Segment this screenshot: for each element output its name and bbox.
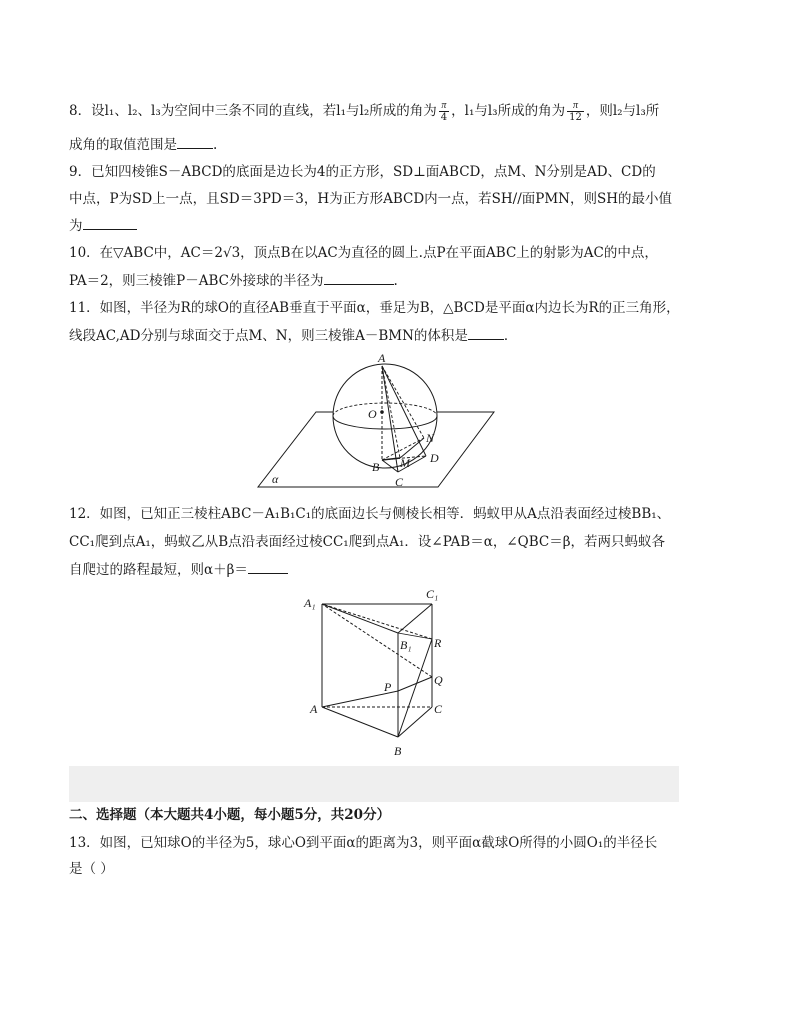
label-C: C	[434, 702, 443, 716]
q10-line2: PA＝2，则三棱锥P－ABC外接球的半径为 .	[69, 273, 398, 289]
label-M: M	[400, 456, 410, 470]
label-C1: C₁	[426, 587, 439, 601]
answer-blank	[177, 136, 213, 149]
q12-line1: 12．如图，已知正三棱柱ABC－A₁B₁C₁的底面边长与侧棱长相等．蚂蚁甲从A点沿表面经过棱BB₁、	[69, 506, 671, 522]
label-A1: A₁	[304, 596, 316, 610]
q9-line3: 为	[69, 217, 137, 235]
q9-line1: 9．已知四棱锥S－ABCD的底面是边长为4的正方形，SD⊥面ABCD，点M、N分别是AD、CD的	[69, 164, 656, 180]
edge-B1C1	[398, 604, 432, 633]
label-B: B	[394, 744, 402, 758]
q8-fraction-pi-12: $\frac{\pi}{12}$	[569, 100, 582, 123]
path-QA1	[322, 604, 432, 677]
q8-prefix: 8．设	[69, 103, 105, 119]
q8-fraction-pi-4: $\frac{\pi}{4}$	[440, 100, 448, 123]
q8-line2: 成角的取值范围是 .	[69, 137, 218, 153]
label-N: N	[426, 431, 435, 445]
label-B: B	[372, 460, 380, 474]
answer-blank	[324, 272, 394, 285]
q13-line1: 13．如图，已知球O的半径为5，球心O到平面α的距离为3，则平面α截球O所得的小圆O₁的半径长	[69, 835, 658, 851]
q8-text-c: ，则l₂与l₃所	[585, 103, 660, 119]
q12-line2: CC₁爬到点A₁，蚂蚁乙从B点沿表面经过棱CC₁爬到点A₁．设∠PAB＝α，∠QBC＝β，若两只蚂蚁各	[69, 534, 666, 550]
answer-blank	[468, 327, 504, 340]
sphere-plane-figure	[250, 350, 500, 495]
center-O-dot	[380, 410, 384, 414]
label-C: C	[395, 475, 404, 489]
label-alpha: α	[272, 472, 279, 486]
label-Q: Q	[434, 673, 443, 687]
q8-text-b: ，l₁与l₃所成的角为	[451, 103, 566, 119]
q13-line2: 是（ ）	[69, 861, 114, 877]
q8-text-a: l₁、l₂、l₃为空间中三条不同的直线，若l₁与l₂所成的角为	[104, 103, 437, 119]
label-D: D	[430, 451, 439, 465]
label-O: O	[368, 407, 377, 421]
sphere	[333, 364, 437, 468]
edge-AB	[322, 707, 398, 737]
q11-line1: 11．如图，半径为R的球O的直径AB垂直于平面α，垂足为B，△BCD是平面α内边长为R的正三角形，	[69, 300, 680, 316]
answer-blank	[248, 561, 288, 574]
answer-blank	[83, 217, 137, 230]
q12-line3: 自爬过的路程最短，则α＋β＝	[69, 561, 288, 579]
label-P: P	[384, 680, 392, 694]
q10-line1: 10．在▽ABC中，AC＝2√3，顶点B在以AC为直径的圆上.点P在平面ABC上的射影为AC的中点，	[69, 245, 658, 261]
prism-figure	[300, 585, 460, 760]
label-A: A	[310, 702, 318, 716]
label-R: R	[434, 636, 442, 650]
label-B1: B₁	[400, 638, 412, 652]
path-RA1	[322, 604, 432, 639]
q9-line2: 中点，P为SD上一点，且SD＝3PD＝3，H为正方形ABCD内一点，若SH//面PMN，则SH的最小值	[69, 191, 673, 207]
q8-line1	[69, 100, 659, 123]
label-A: A	[378, 351, 386, 365]
q11-line2: 线段AC,AD分别与球面交于点M、N，则三棱锥A－BMN的体积是 ．	[69, 328, 518, 344]
section-heading: 二、选择题（本大题共4小题，每小题5分，共20分）	[69, 807, 391, 823]
blank-region	[69, 766, 679, 802]
